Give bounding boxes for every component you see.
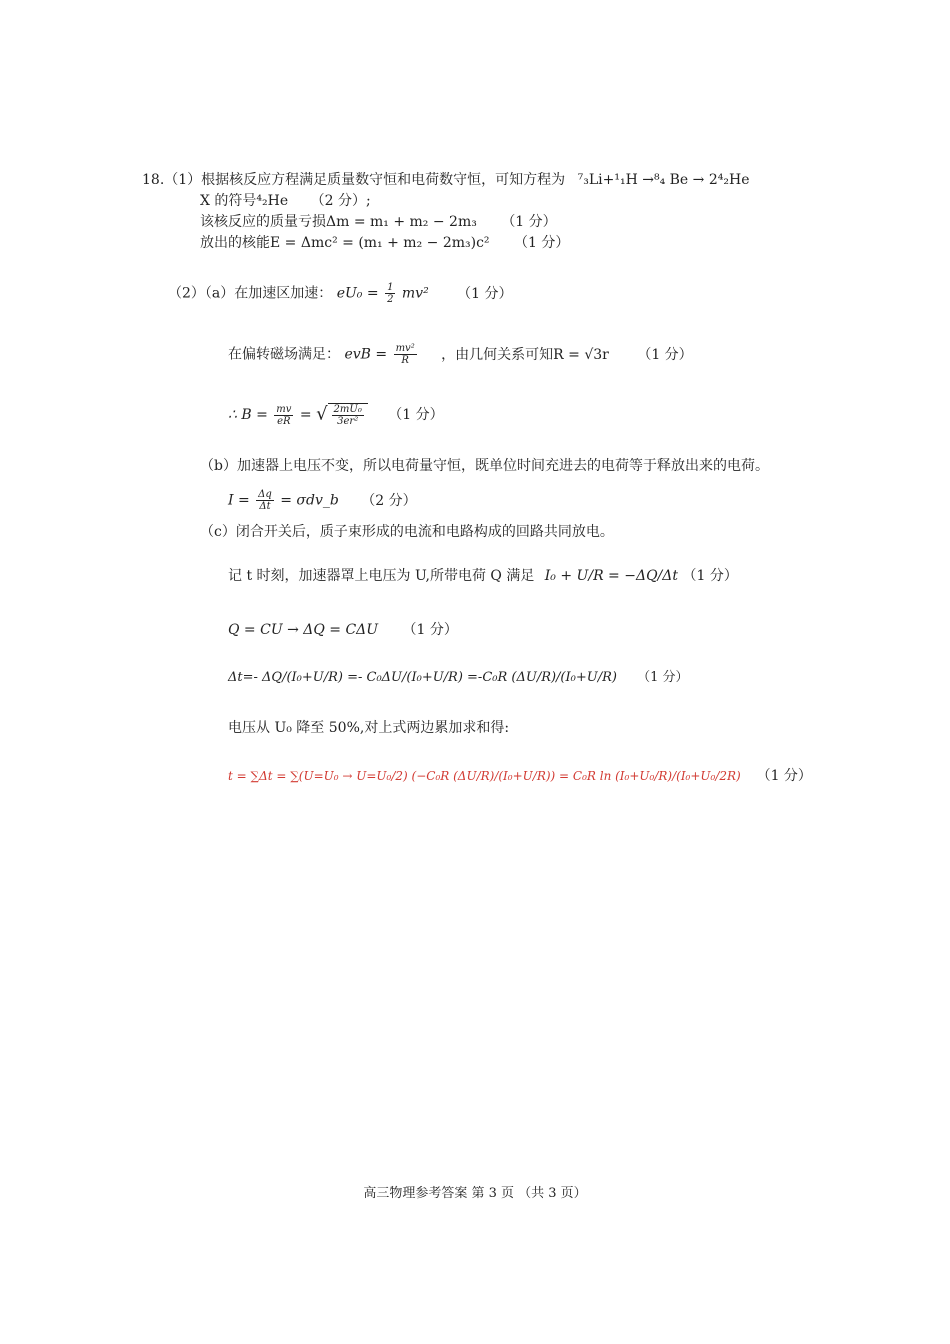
fraction-numerator: mv² [395, 343, 415, 354]
fraction-numerator: 1 [387, 282, 394, 293]
sqrt-fraction [332, 404, 364, 427]
x-symbol-label: X 的符号 [200, 193, 257, 209]
current-formula-right: = σdv_b [280, 492, 339, 509]
q18-part1-line3 [200, 212, 557, 232]
q18-intro-text: 18.（1）根据核反应方程满足质量数守恒和电荷数守恒，可知方程为 [142, 172, 566, 188]
charge-condition-text: 记 t 时刻，加速器罩上电压为 U,所带电荷 Q 满足 [228, 568, 535, 584]
equals-sign: = [299, 407, 312, 423]
dq-over-dt-fraction [256, 489, 274, 512]
points-label: （1 分） [501, 214, 557, 230]
points-label: （2 分） [361, 492, 417, 509]
q18-part2c-line5 [228, 718, 509, 738]
q18-part2c-line2 [228, 566, 738, 586]
fraction-denominator: Δt [259, 501, 271, 512]
magnetic-prefix: 在偏转磁场满足： [228, 346, 340, 363]
points-label: （1 分） [637, 346, 693, 363]
part2c-text: （c）闭合开关后，质子束形成的电流和电路构成的回路共同放电。 [200, 524, 614, 540]
points-label: （1 分） [457, 285, 513, 302]
q18-part2c-line3 [228, 620, 458, 640]
fraction-numerator: 2mU₀ [333, 404, 362, 415]
x-symbol-value: ⁴₂He [256, 193, 289, 209]
q18-part2c-line6 [228, 766, 812, 786]
q18-part2b-line1 [200, 456, 769, 476]
square-root [316, 403, 368, 427]
delta-t-formula: Δt=- ΔQ/(I₀+U/R) =- C₀ΔU/(I₀+U/R) =-C₀R (ΔU/R)/(I₀+U/R) [228, 670, 617, 685]
half-fraction [385, 282, 395, 305]
points-label: （1 分） [682, 568, 738, 584]
magnetic-formula-left: evB = [344, 346, 388, 363]
q18-part2a-line3 [228, 403, 444, 427]
final-time-formula: t = ∑Δt = ∑(U=U₀ → U=U₀/2) (−C₀R (ΔU/R)/(I₀+U/R)) = C₀R ln (I₀+U₀/R)/(I₀+U₀/2R) [228, 769, 741, 783]
points-label: （1 分） [637, 670, 689, 685]
fraction-denominator: 2 [387, 294, 394, 305]
fraction-denominator: 3er² [337, 416, 359, 427]
radical-icon: √ [316, 403, 328, 425]
points-label: （1 分） [756, 768, 812, 784]
mass-defect-formula: 该核反应的质量亏损Δm = m₁ + m₂ − 2m₃ [200, 214, 477, 230]
mv-over-er-fraction [274, 404, 293, 427]
fraction-denominator: R [401, 355, 409, 366]
part2b-text: （b）加速器上电压不变，所以电荷量守恒，既单位时间充进去的电荷等于释放出来的电荷。 [200, 458, 769, 474]
q18-part1-line1 [142, 170, 749, 190]
points-label: （1 分） [402, 622, 458, 638]
q18-part2a-line1 [168, 282, 513, 305]
summation-intro: 电压从 U₀ 降至 50%,对上式两边累加求和得: [228, 720, 510, 736]
capacitor-formula: Q = CU → ΔQ = CΔU [228, 622, 379, 638]
fraction-denominator: eR [277, 415, 291, 427]
q18-part2c-line1 [200, 522, 614, 542]
points-label: （2 分）; [310, 193, 371, 209]
q18-part2a-line2 [228, 343, 693, 366]
q18-part2c-line4 [228, 668, 689, 688]
q18-part1-line2 [200, 191, 371, 211]
nuclear-equation: ⁷₃Li+¹₁H →⁸₄ Be → 2⁴₂He [577, 172, 750, 188]
fraction-numerator: Δq [258, 489, 272, 500]
current-formula-left: I = [228, 492, 250, 509]
accel-prefix: （2）（a）在加速区加速： [168, 285, 333, 302]
fraction-numerator: mv [276, 403, 292, 415]
points-label: （1 分） [388, 407, 444, 423]
b-formula-prefix: ∴ B = [228, 407, 268, 423]
q18-part1-line4 [200, 233, 569, 253]
nuclear-energy-formula: 放出的核能E = Δmc² = (m₁ + m₂ − 2m₃)c² [200, 235, 490, 251]
charge-condition-formula: I₀ + U/R = −ΔQ/Δt [544, 568, 679, 584]
mv2-over-r-fraction [394, 343, 417, 366]
q18-part2b-line2 [228, 489, 417, 512]
points-label: （1 分） [513, 235, 570, 251]
page-footer: 高三物理参考答案 第 3 页 （共 3 页） [363, 1186, 587, 1201]
accel-formula-right: mv² [401, 285, 429, 302]
geometry-relation: ，由几何关系可知R = √3r [441, 346, 609, 363]
accel-formula-left: eU₀ = [336, 285, 379, 302]
